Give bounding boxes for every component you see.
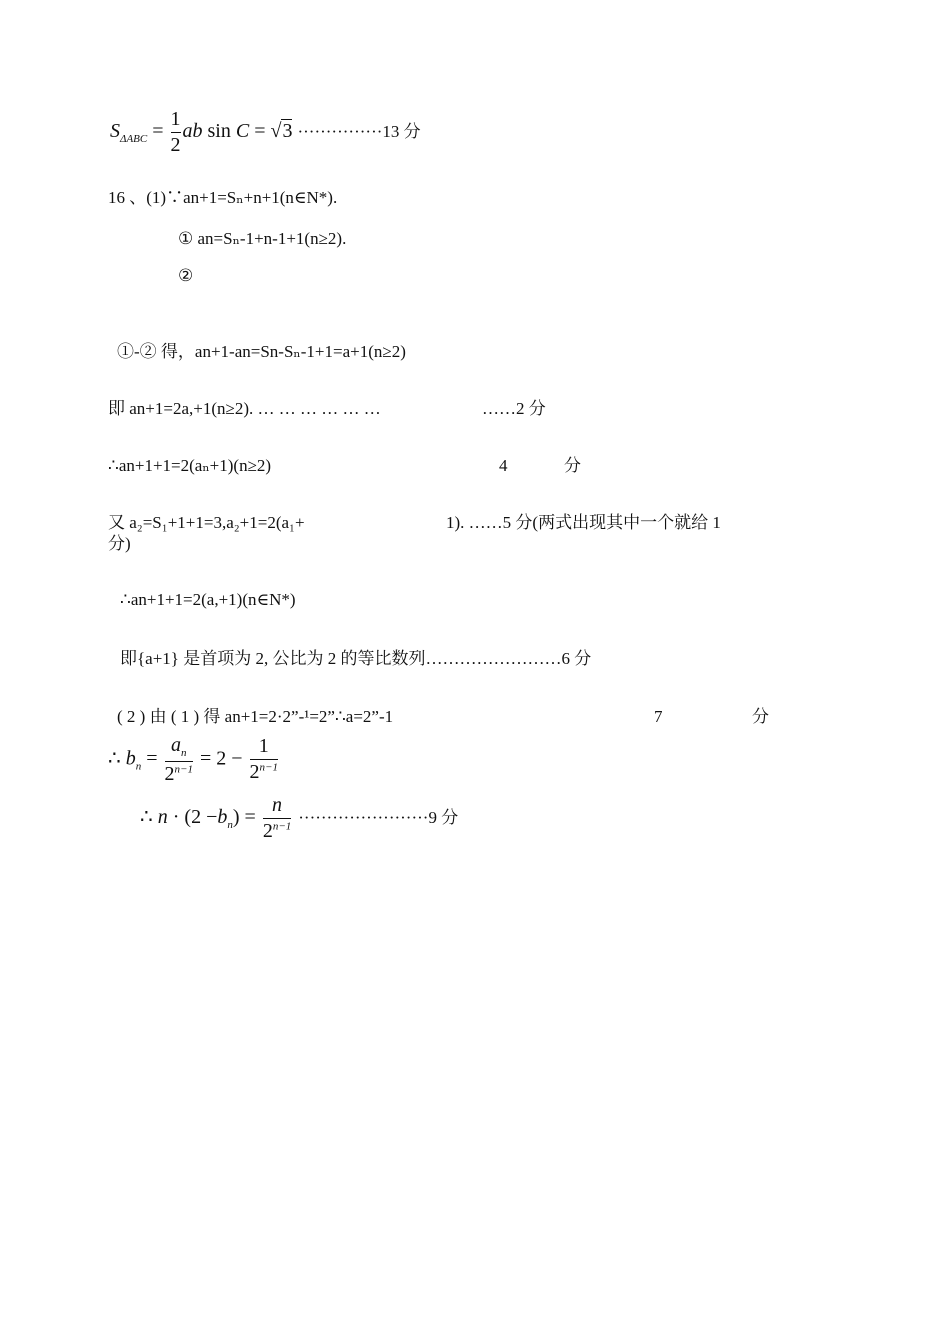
bn-fraction-1 — [165, 734, 193, 786]
area-num: 1 — [170, 108, 181, 130]
bn-eq2: = — [199, 747, 212, 770]
bn-one: 1 — [258, 735, 269, 758]
line-c5-num: 4 — [499, 456, 508, 475]
bn-n: n — [135, 760, 142, 773]
bn-fraction-2 — [250, 735, 278, 784]
area-formula — [110, 108, 421, 157]
bn-exp: n−1 — [174, 762, 193, 775]
last-n: n — [157, 806, 168, 829]
bn-b: b — [125, 747, 136, 770]
area-ab: ab — [182, 120, 203, 143]
area-sub: ΔABC — [120, 133, 148, 146]
area-score: ···············13 分 — [297, 122, 421, 142]
last-open: (2 − — [184, 806, 218, 829]
last-fraction — [263, 794, 291, 843]
area-den: 2 — [170, 134, 181, 156]
last-exp: n−1 — [272, 820, 292, 833]
last-formula — [140, 794, 458, 843]
bn-exp2: n−1 — [259, 761, 278, 774]
last-therefore: ∴ — [140, 806, 153, 829]
line-c9-fen: 分 — [752, 707, 769, 726]
line-c6a: 又 a₂=S₁+1+1=3,a₂+1=2(a₁+ — [108, 513, 305, 532]
last-b: b — [217, 806, 228, 829]
line-c2: ② — [178, 266, 194, 285]
line-c1: ① an=Sₙ-1+n-1+1(n≥2). — [178, 229, 347, 248]
line-c4: 即 an+1=2a,+1(n≥2). … … … … … … — [108, 399, 381, 418]
line-c9-num: 7 — [654, 707, 663, 726]
area-S: S — [110, 120, 120, 143]
line-c3: ①-② 得，an+1-an=Sn-Sₙ-1+1=a+1(n≥2) — [117, 342, 406, 361]
line-c6b: 1). ……5 分(两式出现其中一个就给 1 — [446, 513, 721, 532]
bn-an: n — [180, 747, 187, 759]
line-c7: ∴an+1+1=2(a,+1)(n∈N*) — [120, 590, 296, 609]
last-close: ) — [232, 806, 240, 829]
bn-eq: = — [146, 747, 158, 770]
last-score: ·······················9 分 — [298, 808, 459, 828]
bn-therefore: ∴ — [108, 747, 121, 770]
area-root: √ — [270, 120, 282, 143]
area-eq1: = — [152, 120, 164, 143]
area-C: C — [235, 120, 250, 143]
bn-a: a — [170, 734, 181, 756]
bn-two: 2 — [164, 762, 175, 785]
last-two: 2 — [262, 820, 273, 842]
line-c4-score: ……2 分 — [482, 399, 546, 418]
line-16: 16 、(1)∵an+1=Sₙ+n+1(n∈N*). — [108, 188, 338, 207]
bn-formula — [108, 734, 280, 786]
area-radicand: 3 — [282, 120, 293, 143]
area-sin: sin — [207, 120, 231, 143]
last-dot: · — [172, 806, 180, 829]
area-fraction — [171, 108, 181, 157]
area-eq2: = — [254, 120, 266, 143]
line-c5-fen: 分 — [564, 456, 581, 475]
last-eq: = — [244, 806, 256, 829]
bn-two2: 2 — [249, 761, 260, 784]
line-c8: 即{a+1} 是首项为 2, 公比为 2 的等比数列……………………6 分 — [120, 649, 592, 668]
bn-minus: 2 − — [216, 747, 243, 770]
last-bsub: n — [227, 819, 233, 832]
line-c9: ( 2 ) 由 ( 1 ) 得 an+1=2·2”-¹=2”∴a=2”-1 — [117, 707, 394, 726]
last-num: n — [272, 794, 283, 816]
line-c5: ∴an+1+1=2(aₙ+1)(n≥2) — [108, 456, 272, 475]
line-c6c: 分) — [108, 534, 131, 553]
